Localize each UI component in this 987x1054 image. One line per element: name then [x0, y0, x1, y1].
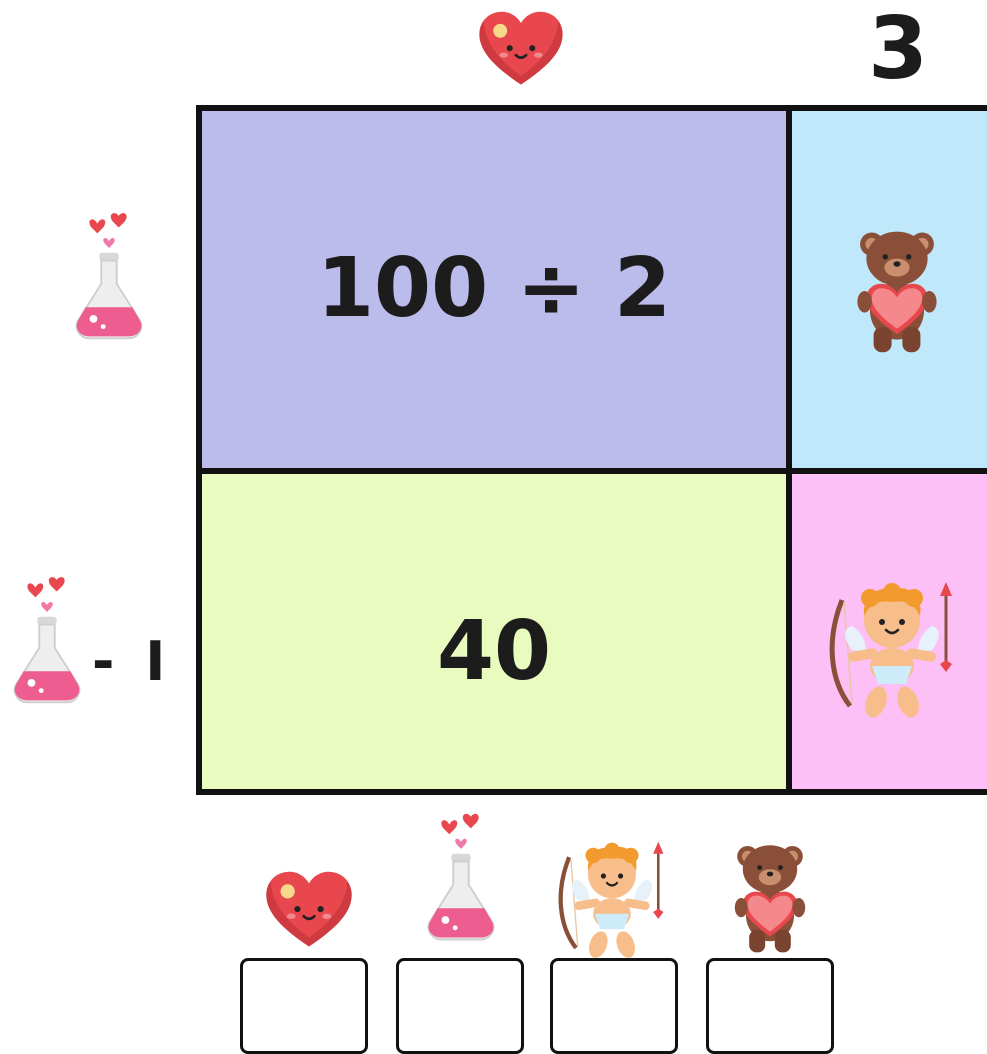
heart-icon: [474, 10, 568, 88]
cell-blue: [786, 105, 987, 473]
potion-icon: [8, 576, 86, 712]
cupid-icon: [822, 580, 962, 720]
cell-purple-expression: 100 ÷ 2: [316, 241, 672, 336]
cell-pink: [786, 470, 987, 795]
cupid-icon: [552, 840, 672, 960]
row-label-minus-one: - I: [92, 630, 172, 693]
heart-icon: [262, 870, 356, 950]
top-number: 3: [868, 0, 928, 99]
bear-icon: [852, 223, 942, 359]
bear-icon: [730, 840, 810, 956]
answer-box-heart[interactable]: [240, 958, 368, 1054]
answer-box-bear[interactable]: [706, 958, 834, 1054]
grid-divider-horizontal: [196, 468, 987, 474]
answer-box-potion[interactable]: [396, 958, 524, 1054]
potion-icon: [70, 212, 148, 348]
cell-green-value: 40: [436, 604, 552, 699]
partial-icon-decoration: [40, 0, 160, 8]
grid-divider-vertical: [786, 105, 792, 795]
cell-purple: [196, 105, 792, 473]
answer-box-cupid[interactable]: [550, 958, 678, 1054]
cell-green: [196, 470, 792, 795]
potion-icon: [422, 812, 500, 950]
